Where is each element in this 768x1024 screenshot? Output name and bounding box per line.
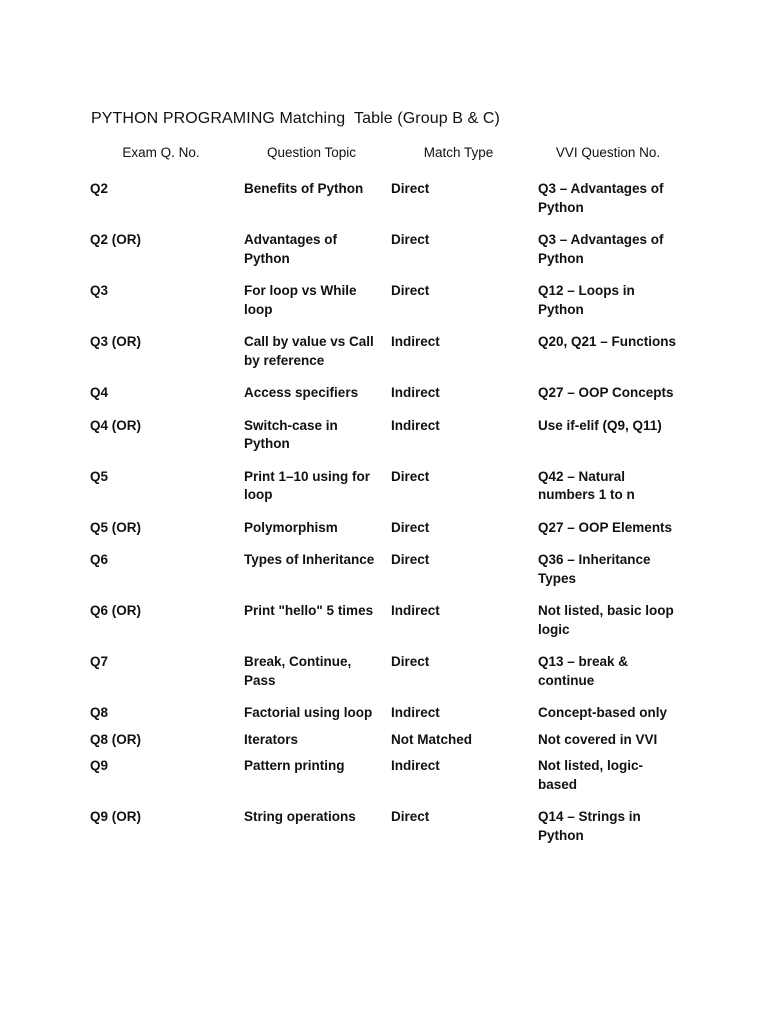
table-cell: Q8 (OR) — [90, 731, 142, 747]
table-cell: Direct — [391, 809, 430, 824]
table-cell: Direct — [391, 181, 430, 196]
table-row — [84, 327, 684, 378]
table-cell: Indirect — [391, 334, 440, 349]
column-header: VVI Question No. — [555, 145, 661, 160]
table-cell: Q27 – OOP Concepts — [538, 385, 674, 400]
table-cell: Advantages of Python — [244, 232, 338, 266]
column-header: Match Type — [423, 145, 494, 160]
table-cell: Pattern printing — [244, 758, 345, 773]
table-cell: Print "hello" 5 times — [244, 603, 374, 618]
table-cell: Direct — [391, 232, 430, 247]
table-cell: Access specifiers — [244, 385, 359, 400]
table-cell: Types of Inheritance — [244, 552, 375, 567]
table-cell: Q3 – Advantages of Python — [538, 232, 664, 266]
table-cell: Direct — [391, 552, 430, 567]
table-cell: Print 1–10 using for loop — [244, 468, 371, 502]
table-cell: String operations — [244, 809, 356, 824]
table-row — [84, 725, 684, 752]
column-header: Exam Q. No. — [122, 145, 200, 160]
table-cell: Call by value vs Call by reference — [244, 334, 374, 368]
table-cell: Q5 (OR) — [90, 519, 142, 535]
table-cell: Not Matched — [391, 731, 472, 747]
table-cell: Not listed, logic-based — [538, 758, 644, 792]
table-cell: Iterators — [244, 731, 299, 747]
table-cell: Polymorphism — [244, 519, 338, 535]
table-cell: Break, Continue, Pass — [244, 654, 352, 688]
table-cell: Switch-case in Python — [244, 417, 338, 451]
table-cell: Direct — [391, 654, 430, 669]
table-cell: Q4 (OR) — [90, 417, 142, 433]
table-cell: Q12 – Loops in Python — [538, 283, 635, 317]
table-cell: For loop vs While loop — [244, 283, 357, 317]
table-cell: Q8 — [90, 705, 109, 720]
table-cell: Indirect — [391, 705, 440, 720]
table-cell: Q6 (OR) — [90, 603, 142, 618]
table-row — [84, 751, 684, 802]
table-cell: Direct — [391, 519, 430, 535]
table-cell: Q4 — [90, 385, 109, 400]
table-cell: Indirect — [391, 603, 440, 618]
table-cell: Direct — [391, 468, 430, 484]
table-cell: Q3 (OR) — [90, 334, 142, 349]
table-row — [84, 802, 684, 853]
table-cell: Q36 – Inheritance Types — [538, 552, 651, 586]
table-cell: Q2 (OR) — [90, 232, 142, 247]
table-row — [84, 225, 684, 276]
table-cell: Q3 — [90, 283, 109, 298]
table-cell: Q14 – Strings in Python — [538, 809, 641, 843]
table-cell: Q7 — [90, 654, 109, 669]
table-cell: Not covered in VVI — [538, 731, 658, 747]
table-cell: Not listed, basic loop logic — [538, 603, 674, 637]
table-cell: Indirect — [391, 758, 440, 773]
table-cell: Q42 – Natural numbers 1 to n — [538, 468, 635, 502]
table-cell: Q6 — [90, 552, 109, 567]
table-cell: Benefits of Python — [244, 181, 364, 196]
table-cell: Factorial using loop — [244, 705, 373, 720]
document-title: PYTHON PROGRAMING Matching Table (Group B & C) — [91, 110, 500, 127]
table-cell: Q9 (OR) — [90, 809, 142, 824]
table-row — [84, 647, 684, 698]
table-row — [84, 276, 684, 327]
table-row — [84, 462, 684, 513]
table-body — [84, 174, 684, 853]
table-cell: Indirect — [391, 385, 440, 400]
table-cell: Q9 — [90, 758, 109, 773]
column-header: Question Topic — [266, 145, 357, 160]
table-cell: Q3 – Advantages of Python — [538, 181, 664, 215]
table-row — [84, 513, 684, 546]
table-cell: Q27 – OOP Elements — [538, 519, 673, 535]
table-row — [84, 411, 684, 462]
matching-table — [84, 138, 684, 853]
table-cell: Concept-based only — [538, 705, 668, 720]
table-row — [84, 378, 684, 411]
table-cell: Q20, Q21 – Functions — [538, 334, 677, 349]
table-cell: Q2 — [90, 181, 109, 196]
table-cell: Q13 – break & continue — [538, 654, 629, 688]
table-row — [84, 698, 684, 725]
table-header-row — [84, 138, 684, 174]
table-row — [84, 174, 684, 225]
table-cell: Direct — [391, 283, 430, 298]
table-row — [84, 545, 684, 596]
table-cell: Q5 — [90, 468, 109, 484]
table-cell: Indirect — [391, 417, 440, 433]
table-row — [84, 596, 684, 647]
table-cell: Use if-elif (Q9, Q11) — [538, 417, 662, 433]
